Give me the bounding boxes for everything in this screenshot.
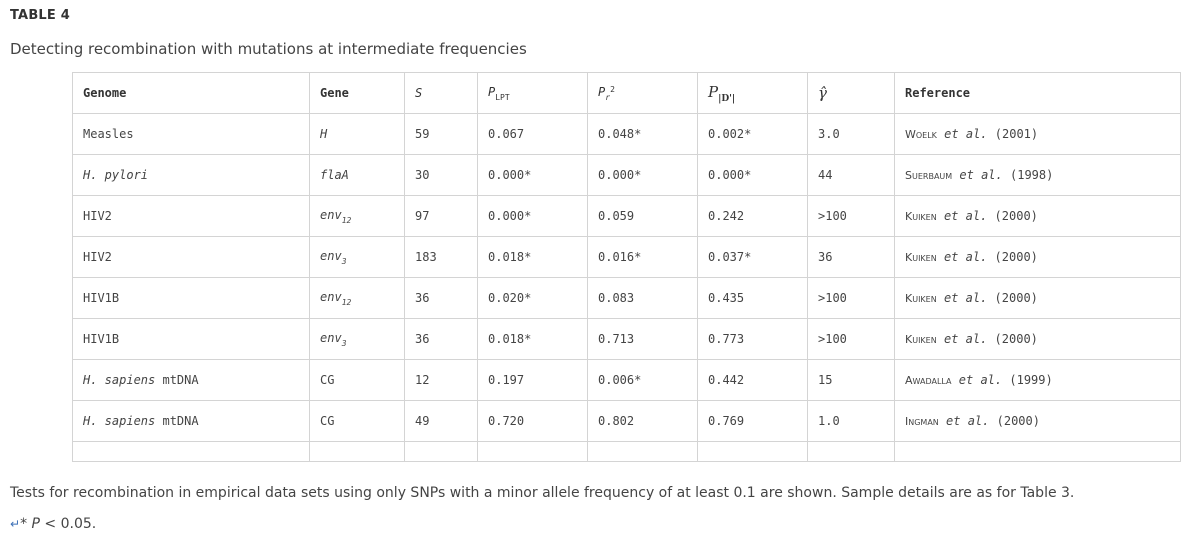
cell-s: 12 <box>405 360 478 401</box>
gene-name: env <box>320 289 342 304</box>
gene-subscript: 3 <box>341 256 347 266</box>
return-arrow-icon[interactable]: ↵ <box>10 517 21 531</box>
header-row <box>73 73 1181 114</box>
reference-etal: et al. <box>943 209 988 223</box>
cell-p-r2: 0.000* <box>588 155 698 196</box>
cell-p-lpt: 0.018* <box>478 319 588 360</box>
reference-year: (2000) <box>994 209 1038 223</box>
empty-cell <box>808 442 895 462</box>
cell-s: 30 <box>405 155 478 196</box>
header-gamma: γ̂ <box>808 73 895 114</box>
empty-cell <box>73 442 310 462</box>
cell-gamma: >100 <box>808 278 895 319</box>
cell-p-r2: 0.083 <box>588 278 698 319</box>
gene-name: H <box>320 127 328 141</box>
cell-p-r2: 0.713 <box>588 319 698 360</box>
header-genome: Genome <box>73 73 310 114</box>
reference-author: Kuiken <box>905 251 937 264</box>
cell-reference <box>895 196 1181 237</box>
cell-gene <box>310 278 405 319</box>
cell-gamma: 3.0 <box>808 114 895 155</box>
reference-author: Kuiken <box>905 210 937 223</box>
header-s: S <box>405 73 478 114</box>
table-title: Detecting recombination with mutations at intermediate frequencies <box>10 40 527 58</box>
cell-reference <box>895 360 1181 401</box>
cell-gene <box>310 196 405 237</box>
reference-year: (2000) <box>996 414 1040 428</box>
header-gene: Gene <box>310 73 405 114</box>
gene-name: CG <box>320 373 335 387</box>
cell-s: 59 <box>405 114 478 155</box>
empty-cell <box>588 442 698 462</box>
cell-s: 36 <box>405 278 478 319</box>
gene-name: env <box>320 248 342 263</box>
cell-p-r2: 0.048* <box>588 114 698 155</box>
genome-name: H. pylori <box>83 168 149 182</box>
cell-reference <box>895 401 1181 442</box>
reference-author: Ingman <box>905 415 939 428</box>
cell-genome <box>73 237 310 278</box>
gene-name: flaA <box>320 168 349 182</box>
cell-p-d: 0.000* <box>698 155 808 196</box>
cell-p-d: 0.435 <box>698 278 808 319</box>
empty-cell <box>895 442 1181 462</box>
cell-gene <box>310 360 405 401</box>
gene-subscript: 12 <box>341 215 352 225</box>
cell-s: 97 <box>405 196 478 237</box>
gene-subscript: 12 <box>341 297 352 307</box>
header-reference: Reference <box>895 73 1181 114</box>
cell-genome <box>73 319 310 360</box>
table-row <box>73 319 1181 360</box>
significance-footnote <box>10 516 96 532</box>
table-row <box>73 401 1181 442</box>
cell-gamma: 36 <box>808 237 895 278</box>
cell-p-r2: 0.016* <box>588 237 698 278</box>
footnote-star: * <box>20 516 28 532</box>
header-p-d-main: P <box>708 82 719 101</box>
reference-year: (2000) <box>994 250 1038 264</box>
cell-s: 36 <box>405 319 478 360</box>
cell-p-d: 0.037* <box>698 237 808 278</box>
reference-year: (2000) <box>994 291 1038 305</box>
cell-p-r2: 0.802 <box>588 401 698 442</box>
cell-p-lpt: 0.000* <box>478 196 588 237</box>
cell-gene <box>310 237 405 278</box>
reference-year: (1998) <box>1010 168 1054 182</box>
cell-gamma: >100 <box>808 196 895 237</box>
genome-suffix: mtDNA <box>155 414 199 428</box>
table-row <box>73 196 1181 237</box>
table-row <box>73 155 1181 196</box>
reference-author: Woelk <box>905 128 937 141</box>
reference-year: (2000) <box>994 332 1038 346</box>
header-p-r2-sub: r <box>605 92 611 102</box>
cell-reference <box>895 237 1181 278</box>
reference-author: Suerbaum <box>905 169 953 182</box>
cell-genome <box>73 196 310 237</box>
reference-etal: et al. <box>959 168 1003 182</box>
data-table <box>72 72 1181 462</box>
reference-author: Kuiken <box>905 333 937 346</box>
table-row <box>73 360 1181 401</box>
cell-reference <box>895 155 1181 196</box>
header-p-lpt-main: P <box>488 84 496 99</box>
cell-genome <box>73 278 310 319</box>
genome-name: HIV1B <box>83 332 120 346</box>
header-p-d <box>698 73 808 114</box>
table-row <box>73 114 1181 155</box>
cell-p-d: 0.769 <box>698 401 808 442</box>
cell-gene <box>310 401 405 442</box>
cell-gene <box>310 155 405 196</box>
cell-reference <box>895 114 1181 155</box>
cell-p-r2: 0.006* <box>588 360 698 401</box>
header-p-r2-sup: 2 <box>610 84 615 94</box>
header-p-lpt <box>478 73 588 114</box>
reference-etal: et al. <box>946 414 990 428</box>
cell-gene <box>310 114 405 155</box>
header-p-d-sub: |D'| <box>718 93 736 104</box>
gene-name: env <box>320 330 342 345</box>
cell-p-r2: 0.059 <box>588 196 698 237</box>
cell-gene <box>310 319 405 360</box>
cell-p-lpt: 0.067 <box>478 114 588 155</box>
empty-cell <box>310 442 405 462</box>
reference-author: Kuiken <box>905 292 937 305</box>
empty-cell <box>405 442 478 462</box>
genome-name: HIV1B <box>83 291 120 305</box>
cell-p-lpt: 0.020* <box>478 278 588 319</box>
cell-p-d: 0.442 <box>698 360 808 401</box>
reference-author: Awadalla <box>905 374 952 387</box>
cell-gamma: 44 <box>808 155 895 196</box>
table-body <box>73 114 1181 462</box>
reference-etal: et al. <box>944 127 988 141</box>
cell-p-d: 0.242 <box>698 196 808 237</box>
reference-year: (1999) <box>1009 373 1053 387</box>
reference-etal: et al. <box>943 291 988 305</box>
genome-suffix: mtDNA <box>155 373 199 387</box>
reference-etal: et al. <box>943 332 988 346</box>
header-p-r2 <box>588 73 698 114</box>
table-row <box>73 278 1181 319</box>
gene-name: CG <box>320 414 335 428</box>
cell-reference <box>895 278 1181 319</box>
genome-name: HIV2 <box>83 250 112 264</box>
cell-gamma: >100 <box>808 319 895 360</box>
footnote-p: P <box>31 516 40 532</box>
header-p-r2-main: P <box>598 84 606 99</box>
cell-s: 49 <box>405 401 478 442</box>
cell-genome <box>73 155 310 196</box>
cell-genome <box>73 360 310 401</box>
genome-name: H. sapiens <box>83 414 156 428</box>
gene-subscript: 3 <box>341 338 347 348</box>
header-p-lpt-sub: LPT <box>495 92 510 102</box>
table-label: TABLE 4 <box>10 8 70 23</box>
cell-genome <box>73 401 310 442</box>
genome-name: H. sapiens <box>83 373 156 387</box>
cell-s: 183 <box>405 237 478 278</box>
cell-reference <box>895 319 1181 360</box>
genome-name: HIV2 <box>83 209 112 223</box>
empty-cell <box>698 442 808 462</box>
cell-p-lpt: 0.197 <box>478 360 588 401</box>
reference-etal: et al. <box>943 250 988 264</box>
table-row <box>73 237 1181 278</box>
cell-genome <box>73 114 310 155</box>
cell-gamma: 15 <box>808 360 895 401</box>
cell-p-d: 0.773 <box>698 319 808 360</box>
table-footnote: Tests for recombination in empirical data sets using only SNPs with a minor allele frequency of at least 0.1 are shown. Sample details are as for Table 3. <box>10 485 1075 501</box>
footnote-threshold: < 0.05. <box>39 516 97 532</box>
cell-p-lpt: 0.000* <box>478 155 588 196</box>
gene-name: env <box>320 207 342 222</box>
cell-p-lpt: 0.018* <box>478 237 588 278</box>
empty-row <box>73 442 1181 462</box>
reference-year: (2001) <box>994 127 1039 141</box>
cell-gamma: 1.0 <box>808 401 895 442</box>
cell-p-lpt: 0.720 <box>478 401 588 442</box>
cell-p-d: 0.002* <box>698 114 808 155</box>
reference-etal: et al. <box>958 373 1003 387</box>
genome-name: Measles <box>83 127 134 141</box>
empty-cell <box>478 442 588 462</box>
